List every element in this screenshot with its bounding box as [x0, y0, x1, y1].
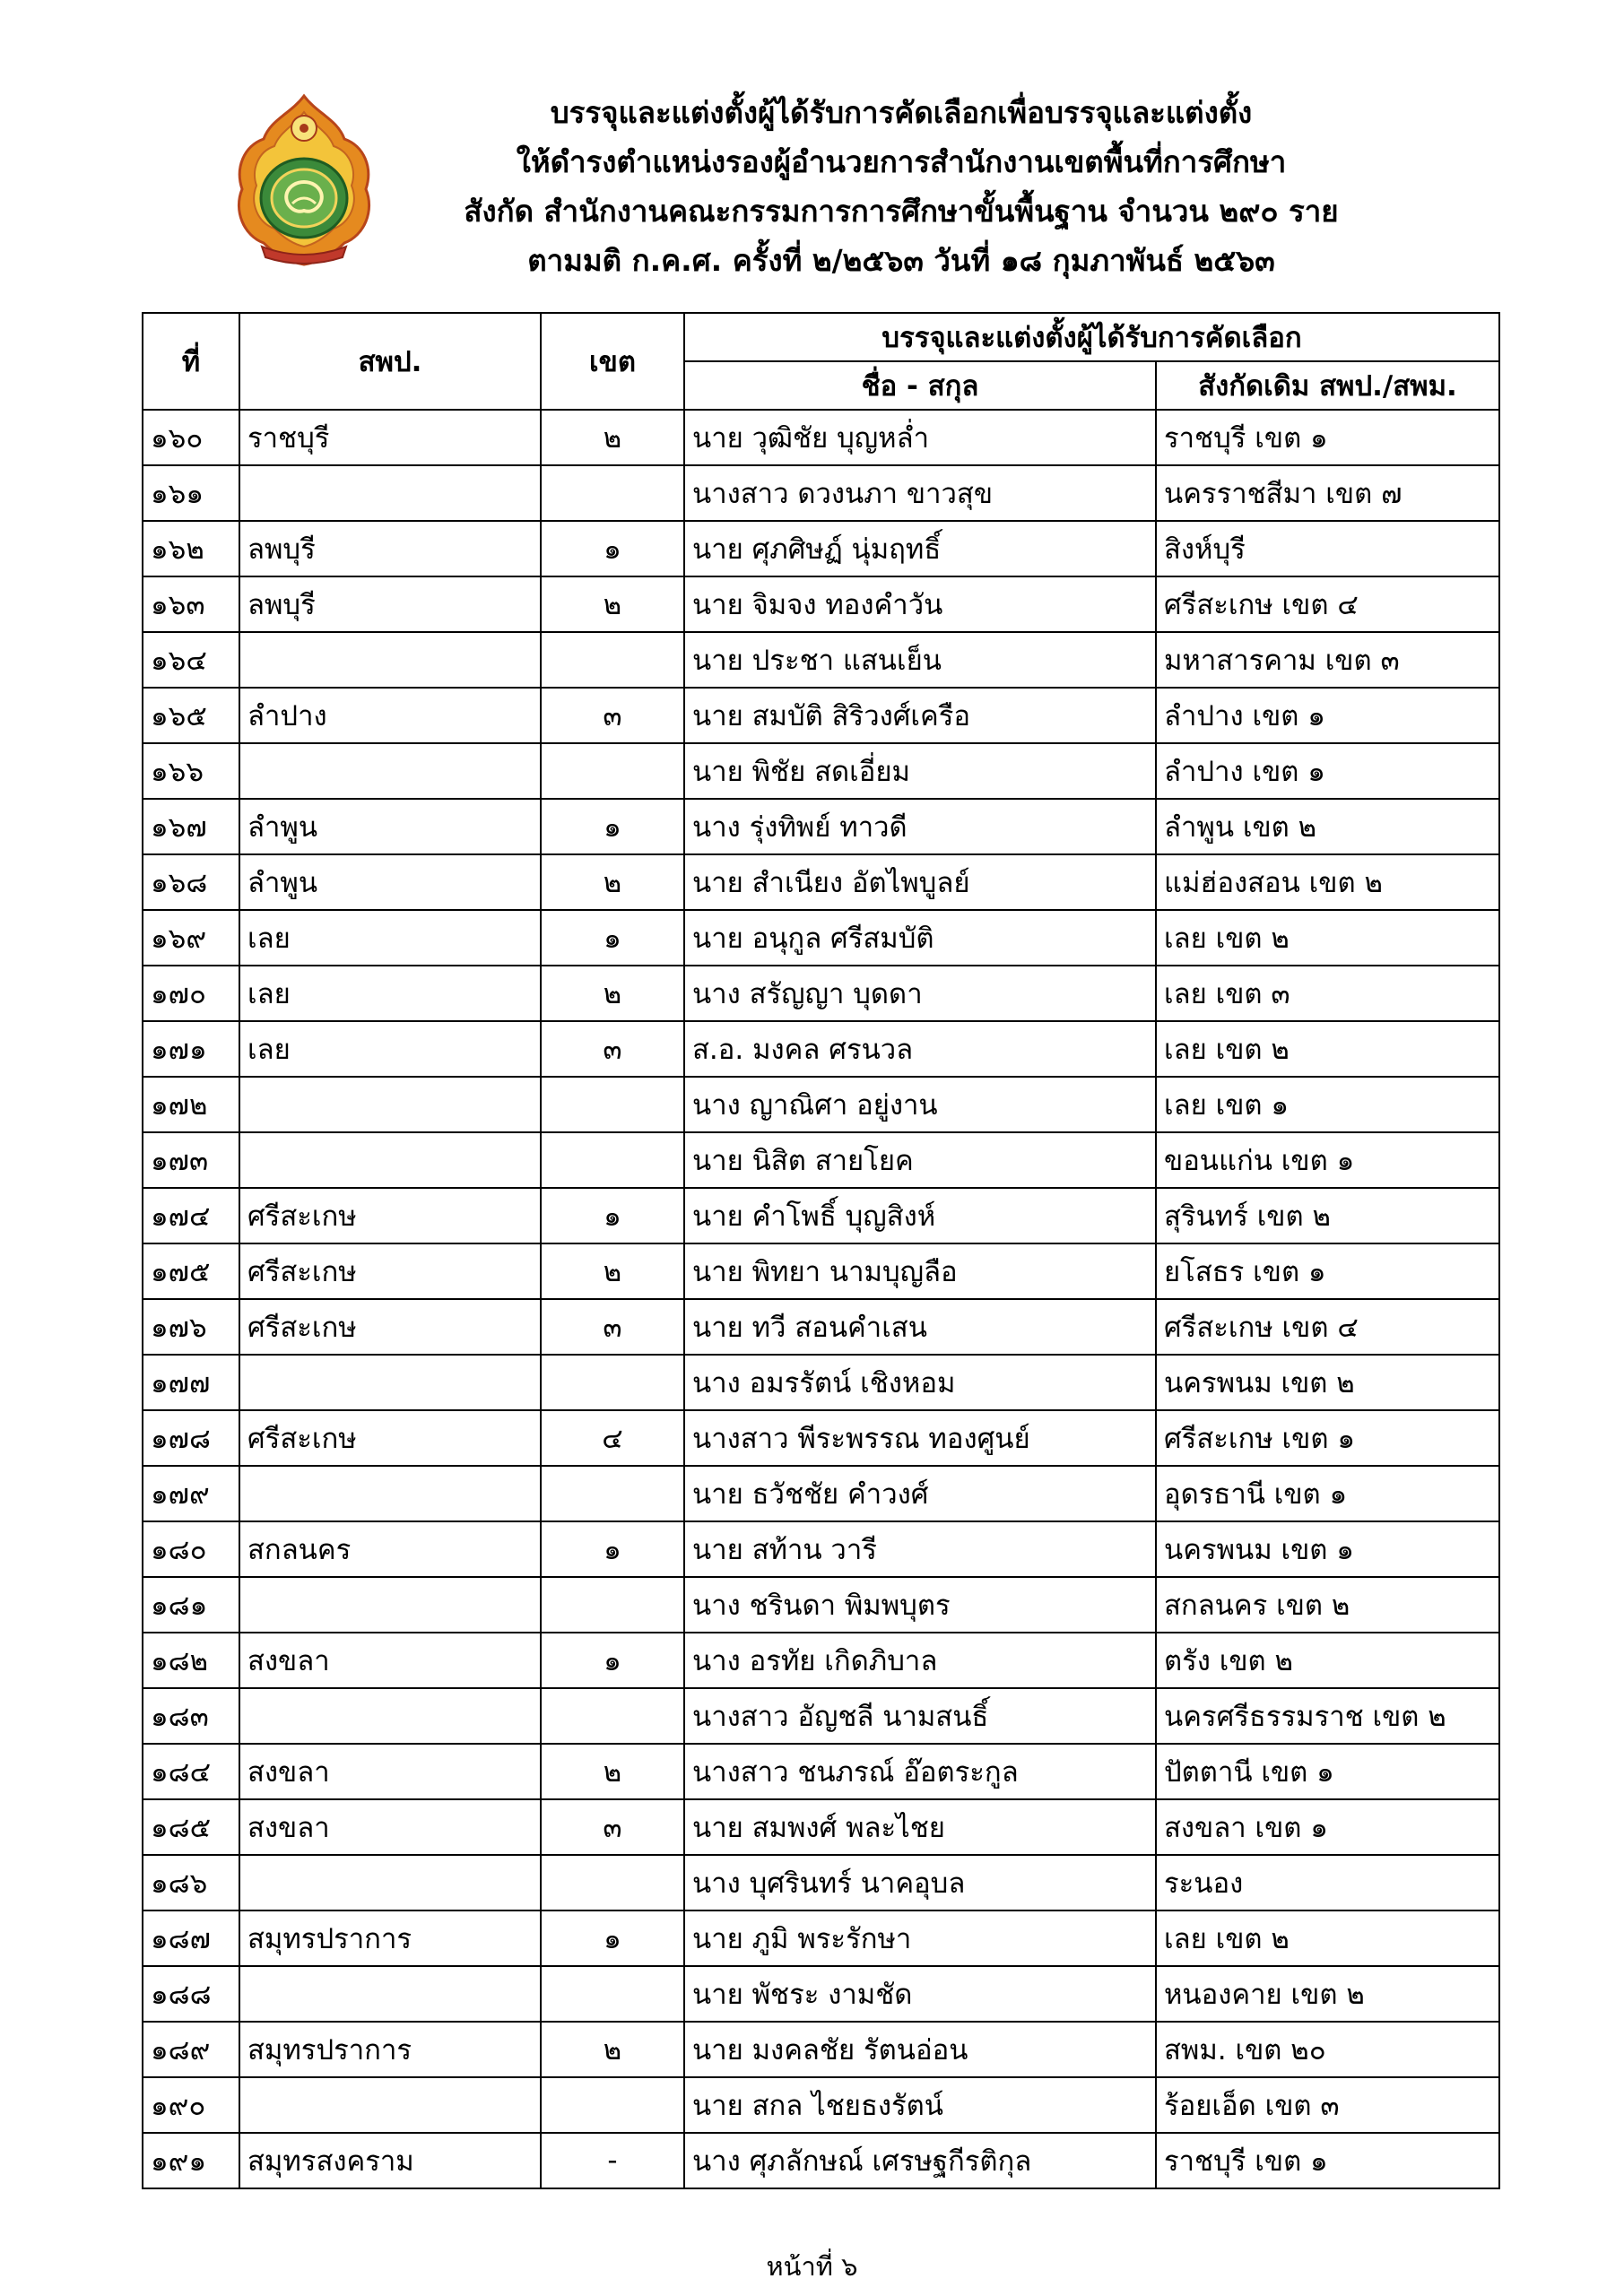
table-row — [143, 1299, 1499, 1355]
cell-no: ๑๖๐ — [143, 410, 239, 465]
cell-name: นาย มงคลชัย รัตนอ่อน — [684, 2022, 1156, 2077]
cell-office: สงขลา — [239, 1633, 541, 1688]
cell-no: ๑๗๗ — [143, 1355, 239, 1410]
cell-district: ๑ — [541, 799, 684, 854]
cell-name: นาง ญาณิศา อยู่งาน — [684, 1077, 1156, 1132]
title-line-4: ตามมติ ก.ค.ศ. ครั้งที่ ๒/๒๕๖๓ วันที่ ๑๘ กุมภาพันธ์ ๒๕๖๓ — [527, 243, 1275, 278]
cell-origin: ปัตตานี เขต ๑ — [1156, 1744, 1499, 1799]
cell-name: นาย ภูมิ พระรักษา — [684, 1910, 1156, 1966]
cell-origin: ยโสธร เขต ๑ — [1156, 1243, 1499, 1299]
table-row — [143, 632, 1499, 688]
cell-no: ๑๘๖ — [143, 1855, 239, 1910]
cell-district: ๒ — [541, 1243, 684, 1299]
cell-no: ๑๖๖ — [143, 743, 239, 799]
table-row — [143, 1466, 1499, 1521]
cell-district: ๑ — [541, 1633, 684, 1688]
table-row — [143, 799, 1499, 854]
cell-district — [541, 743, 684, 799]
table-row — [143, 1021, 1499, 1077]
cell-origin: นครราชสีมา เขต ๗ — [1156, 465, 1499, 521]
cell-no: ๑๘๗ — [143, 1910, 239, 1966]
cell-no: ๑๖๗ — [143, 799, 239, 854]
cell-district: ๓ — [541, 1021, 684, 1077]
table-row — [143, 1577, 1499, 1633]
cell-district: ๑ — [541, 1521, 684, 1577]
cell-no: ๑๖๕ — [143, 688, 239, 743]
title-line-1: บรรจุและแต่งตั้งผู้ได้รับการคัดเลือกเพื่อบรรจุและแต่งตั้ง — [550, 95, 1253, 130]
cell-office: เลย — [239, 1021, 541, 1077]
cell-office: ลำพูน — [239, 799, 541, 854]
cell-district: ๓ — [541, 1299, 684, 1355]
table-row — [143, 2133, 1499, 2188]
cell-office: สงขลา — [239, 1744, 541, 1799]
cell-name: นาย ศุภศิษฏ์ นุ่มฤทธิ์ — [684, 521, 1156, 576]
appointment-table — [142, 312, 1500, 2189]
cell-origin: นครศรีธรรมราช เขต ๒ — [1156, 1688, 1499, 1744]
cell-origin: ศรีสะเกษ เขต ๑ — [1156, 1410, 1499, 1466]
cell-no: ๑๗๙ — [143, 1466, 239, 1521]
cell-district — [541, 2077, 684, 2133]
cell-no: ๑๙๐ — [143, 2077, 239, 2133]
cell-origin: แม่ฮ่องสอน เขต ๒ — [1156, 854, 1499, 910]
cell-origin: ระนอง — [1156, 1855, 1499, 1910]
cell-no: ๑๗๐ — [143, 966, 239, 1021]
cell-district — [541, 632, 684, 688]
table-row — [143, 2077, 1499, 2133]
cell-no: ๑๘๓ — [143, 1688, 239, 1744]
title-line-3: สังกัด สำนักงานคณะกรรมการการศึกษาขั้นพื้นฐาน จำนวน ๒๙๐ ราย — [464, 194, 1339, 229]
cell-origin: ลำปาง เขต ๑ — [1156, 743, 1499, 799]
cell-office: สมุทรปราการ — [239, 2022, 541, 2077]
cell-name: นาย สมบัติ สิริวงศ์เครือ — [684, 688, 1156, 743]
cell-origin: ราชบุรี เขต ๑ — [1156, 2133, 1499, 2188]
cell-name: นาย พิชัย สดเอี่ยม — [684, 743, 1156, 799]
cell-office — [239, 1466, 541, 1521]
cell-origin: หนองคาย เขต ๒ — [1156, 1966, 1499, 2022]
table-row — [143, 1410, 1499, 1466]
cell-office — [239, 1855, 541, 1910]
cell-name: นาย ประชา แสนเย็น — [684, 632, 1156, 688]
cell-name: นางสาว ชนภรณ์ อ๊อตระกูล — [684, 1744, 1156, 1799]
cell-office — [239, 1688, 541, 1744]
cell-district — [541, 465, 684, 521]
table-header-row — [143, 313, 1499, 361]
header-group: บรรจุและแต่งตั้งผู้ได้รับการคัดเลือก — [684, 313, 1499, 361]
cell-name: นาง อมรรัตน์ เชิงหอม — [684, 1355, 1156, 1410]
title-line-2: ให้ดำรงตำแหน่งรองผู้อำนวยการสำนักงานเขตพื้นที่การศึกษา — [516, 144, 1287, 179]
header-name: ชื่อ - สกุล — [684, 361, 1156, 410]
cell-office: สงขลา — [239, 1799, 541, 1855]
table-row — [143, 688, 1499, 743]
cell-district: ๓ — [541, 1799, 684, 1855]
cell-origin: สกลนคร เขต ๒ — [1156, 1577, 1499, 1633]
cell-office — [239, 1132, 541, 1188]
cell-no: ๑๖๘ — [143, 854, 239, 910]
table-body — [143, 410, 1499, 2188]
cell-origin: สงขลา เขต ๑ — [1156, 1799, 1499, 1855]
cell-name: นาย อนุกูล ศรีสมบัติ — [684, 910, 1156, 966]
cell-office — [239, 1966, 541, 2022]
cell-office: ศรีสะเกษ — [239, 1243, 541, 1299]
cell-district: ๒ — [541, 576, 684, 632]
cell-name: นาย พิทยา นามบุญลือ — [684, 1243, 1156, 1299]
cell-office: สมุทรสงคราม — [239, 2133, 541, 2188]
table-row — [143, 966, 1499, 1021]
cell-district: ๒ — [541, 854, 684, 910]
cell-district: - — [541, 2133, 684, 2188]
cell-origin: เลย เขต ๓ — [1156, 966, 1499, 1021]
cell-district — [541, 1132, 684, 1188]
table-row — [143, 465, 1499, 521]
cell-name: นาง บุศรินทร์ นาคอุบล — [684, 1855, 1156, 1910]
cell-district — [541, 1688, 684, 1744]
cell-district: ๒ — [541, 966, 684, 1021]
table-row — [143, 743, 1499, 799]
cell-no: ๑๘๐ — [143, 1521, 239, 1577]
cell-name: ส.อ. มงคล ศรนวล — [684, 1021, 1156, 1077]
cell-district: ๒ — [541, 410, 684, 465]
cell-no: ๑๘๘ — [143, 1966, 239, 2022]
table-row — [143, 910, 1499, 966]
cell-name: นางสาว อัญชลี นามสนธิ์ — [684, 1688, 1156, 1744]
obec-emblem-logo — [230, 92, 378, 268]
table-row — [143, 576, 1499, 632]
cell-office: ราชบุรี — [239, 410, 541, 465]
cell-name: นาย ธวัชชัย คำวงศ์ — [684, 1466, 1156, 1521]
cell-name: นาง อรทัย เกิดภิบาล — [684, 1633, 1156, 1688]
table-row — [143, 521, 1499, 576]
cell-district: ๔ — [541, 1410, 684, 1466]
cell-office: สมุทรปราการ — [239, 1910, 541, 1966]
cell-office: ศรีสะเกษ — [239, 1299, 541, 1355]
cell-district — [541, 1355, 684, 1410]
cell-name: นางสาว พีระพรรณ ทองศูนย์ — [684, 1410, 1156, 1466]
cell-no: ๑๗๑ — [143, 1021, 239, 1077]
cell-origin: ราชบุรี เขต ๑ — [1156, 410, 1499, 465]
cell-origin: เลย เขต ๒ — [1156, 1910, 1499, 1966]
cell-office — [239, 465, 541, 521]
cell-no: ๑๘๒ — [143, 1633, 239, 1688]
table-row — [143, 1077, 1499, 1132]
cell-name: นาง รุ่งทิพย์ ทาวดี — [684, 799, 1156, 854]
table-row — [143, 1188, 1499, 1243]
cell-origin: สุรินทร์ เขต ๒ — [1156, 1188, 1499, 1243]
cell-origin: ขอนแก่น เขต ๑ — [1156, 1132, 1499, 1188]
table-row — [143, 1521, 1499, 1577]
table-row — [143, 1132, 1499, 1188]
cell-office: ลพบุรี — [239, 576, 541, 632]
cell-name: นาย จิมจง ทองคำวัน — [684, 576, 1156, 632]
table-row — [143, 1688, 1499, 1744]
cell-office: ลำพูน — [239, 854, 541, 910]
table-row — [143, 1966, 1499, 2022]
table-row — [143, 1855, 1499, 1910]
cell-district: ๑ — [541, 1188, 684, 1243]
cell-office: เลย — [239, 966, 541, 1021]
cell-name: นาย สมพงศ์ พละไชย — [684, 1799, 1156, 1855]
table-row — [143, 854, 1499, 910]
table-row — [143, 1744, 1499, 1799]
cell-origin: อุดรธานี เขต ๑ — [1156, 1466, 1499, 1521]
table-row — [143, 1633, 1499, 1688]
cell-office — [239, 632, 541, 688]
table-row — [143, 1910, 1499, 1966]
cell-district — [541, 1855, 684, 1910]
cell-no: ๑๘๕ — [143, 1799, 239, 1855]
cell-name: นาย สท้าน วารี — [684, 1521, 1156, 1577]
cell-no: ๑๘๑ — [143, 1577, 239, 1633]
cell-origin: สพม. เขต ๒๐ — [1156, 2022, 1499, 2077]
table-row — [143, 1355, 1499, 1410]
table-row — [143, 1799, 1499, 1855]
cell-office: ศรีสะเกษ — [239, 1188, 541, 1243]
cell-office: ลพบุรี — [239, 521, 541, 576]
cell-no: ๑๘๔ — [143, 1744, 239, 1799]
cell-office: ศรีสะเกษ — [239, 1410, 541, 1466]
cell-name: นาย ทวี สอนคำเสน — [684, 1299, 1156, 1355]
cell-origin: ลำพูน เขต ๒ — [1156, 799, 1499, 854]
header-no: ที่ — [143, 313, 239, 410]
cell-name: นาง ศุภลักษณ์ เศรษฐกีรติกุล — [684, 2133, 1156, 2188]
cell-no: ๑๖๑ — [143, 465, 239, 521]
cell-no: ๑๗๔ — [143, 1188, 239, 1243]
cell-office — [239, 743, 541, 799]
cell-district: ๒ — [541, 1744, 684, 1799]
document-title-block — [386, 88, 1417, 285]
cell-no: ๑๖๒ — [143, 521, 239, 576]
cell-no: ๑๖๔ — [143, 632, 239, 688]
cell-district: ๓ — [541, 688, 684, 743]
table-row — [143, 410, 1499, 465]
cell-no: ๑๗๘ — [143, 1410, 239, 1466]
header-district: เขต — [541, 313, 684, 410]
page-number: หน้าที่ ๖ — [766, 2251, 858, 2282]
cell-district — [541, 1466, 684, 1521]
cell-district: ๑ — [541, 521, 684, 576]
cell-origin: ร้อยเอ็ด เขต ๓ — [1156, 2077, 1499, 2133]
cell-district — [541, 1077, 684, 1132]
cell-name: นาย สำเนียง อัตไพบูลย์ — [684, 854, 1156, 910]
cell-office: เลย — [239, 910, 541, 966]
cell-origin: ศรีสะเกษ เขต ๔ — [1156, 1299, 1499, 1355]
cell-no: ๑๗๓ — [143, 1132, 239, 1188]
cell-origin: เลย เขต ๑ — [1156, 1077, 1499, 1132]
cell-office — [239, 1577, 541, 1633]
cell-origin: นครพนม เขต ๒ — [1156, 1355, 1499, 1410]
cell-origin: มหาสารคาม เขต ๓ — [1156, 632, 1499, 688]
cell-office — [239, 2077, 541, 2133]
cell-no: ๑๖๙ — [143, 910, 239, 966]
cell-origin: เลย เขต ๒ — [1156, 910, 1499, 966]
cell-office — [239, 1355, 541, 1410]
cell-no: ๑๘๙ — [143, 2022, 239, 2077]
cell-name: นาย นิสิต สายโยค — [684, 1132, 1156, 1188]
cell-name: นางสาว ดวงนภา ขาวสุข — [684, 465, 1156, 521]
cell-district: ๒ — [541, 2022, 684, 2077]
cell-origin: เลย เขต ๒ — [1156, 1021, 1499, 1077]
cell-no: ๑๗๖ — [143, 1299, 239, 1355]
cell-origin: สิงห์บุรี — [1156, 521, 1499, 576]
cell-name: นาย วุฒิชัย บุญหล่ำ — [684, 410, 1156, 465]
cell-district — [541, 1966, 684, 2022]
cell-district — [541, 1577, 684, 1633]
cell-name: นาย พัชระ งามชัด — [684, 1966, 1156, 2022]
cell-office: สกลนคร — [239, 1521, 541, 1577]
cell-district: ๑ — [541, 1910, 684, 1966]
cell-name: นาง ชรินดา พิมพบุตร — [684, 1577, 1156, 1633]
header-origin: สังกัดเดิม สพป./สพม. — [1156, 361, 1499, 410]
cell-name: นาง สรัญญา บุดดา — [684, 966, 1156, 1021]
cell-origin: ลำปาง เขต ๑ — [1156, 688, 1499, 743]
cell-office — [239, 1077, 541, 1132]
cell-origin: ตรัง เขต ๒ — [1156, 1633, 1499, 1688]
cell-office: ลำปาง — [239, 688, 541, 743]
cell-no: ๑๙๑ — [143, 2133, 239, 2188]
table-row — [143, 2022, 1499, 2077]
cell-name: นาย คำโพธิ์ บุญสิงห์ — [684, 1188, 1156, 1243]
header-office: สพป. — [239, 313, 541, 410]
cell-origin: นครพนม เขต ๑ — [1156, 1521, 1499, 1577]
cell-no: ๑๗๒ — [143, 1077, 239, 1132]
cell-no: ๑๗๕ — [143, 1243, 239, 1299]
cell-name: นาย สกล ไชยธงรัตน์ — [684, 2077, 1156, 2133]
cell-no: ๑๖๓ — [143, 576, 239, 632]
cell-district: ๑ — [541, 910, 684, 966]
cell-origin: ศรีสะเกษ เขต ๔ — [1156, 576, 1499, 632]
table-row — [143, 1243, 1499, 1299]
